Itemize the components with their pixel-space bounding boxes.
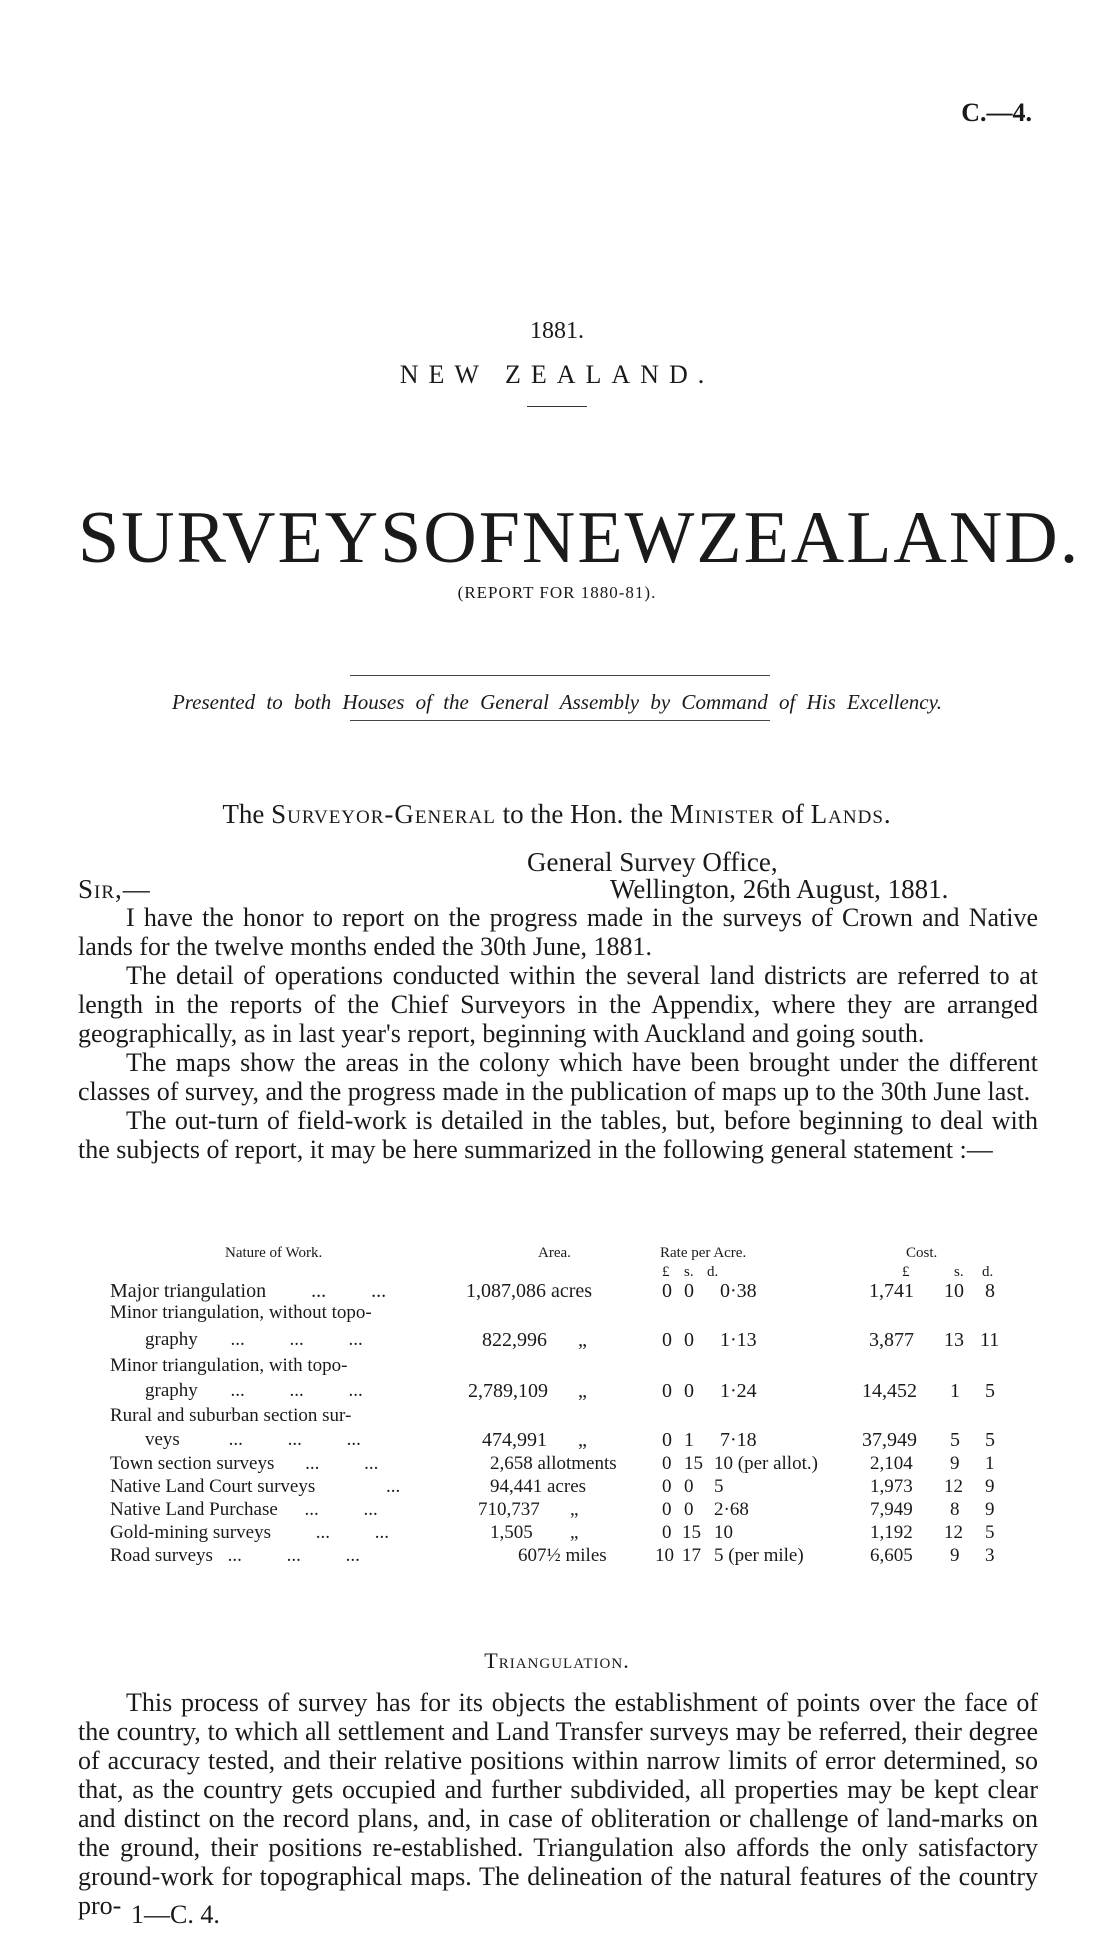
cell-nature: Minor triangulation, without topo-: [110, 1302, 372, 1323]
cell-cost: 12: [944, 1522, 963, 1543]
cell-cost: 10: [944, 1280, 964, 1302]
cell-rate: 0: [662, 1453, 672, 1474]
rate-unit: £: [662, 1264, 670, 1280]
title-word: SURVEYS: [78, 497, 424, 579]
addressee-lands: Lands.: [810, 799, 892, 829]
salutation: Sir,—: [78, 874, 151, 904]
cell-leader: ...: [311, 1280, 327, 1302]
cell-cost: 13: [944, 1329, 964, 1351]
cell-leader: ...: [346, 1429, 361, 1450]
cell-cost: 37,949: [862, 1429, 917, 1451]
cell-rate: 1·13: [720, 1329, 757, 1351]
cell-cost: 3,877: [869, 1329, 914, 1351]
cell-cost: 11: [980, 1329, 1000, 1351]
section-heading-triangulation: Triangulation.: [484, 1648, 630, 1673]
cell-nature: Minor triangulation, with topo-: [110, 1355, 348, 1376]
cell-area: 1,087,086 acres: [466, 1280, 593, 1302]
cell-cost: 14,452: [862, 1380, 917, 1402]
cell-cost: 8: [985, 1280, 995, 1302]
rate-unit: d.: [707, 1264, 719, 1280]
dateline: Wellington, 26th August, 1881.: [610, 874, 949, 904]
cell-rate: 0: [662, 1429, 672, 1451]
cell-rate: 15: [682, 1522, 701, 1543]
cell-leader: ...: [315, 1522, 330, 1543]
title-word: ZEALAND.: [696, 497, 1081, 579]
cell-nature: Major triangulation: [110, 1280, 267, 1302]
paragraph: The out-turn of field-work is detailed in the tables, but, before beginning to deal with the subjects of report, it may be here summarized in the following general statement :—: [78, 1106, 1038, 1164]
cell-leader: ...: [230, 1380, 245, 1401]
addressee-minister: Minister: [669, 799, 775, 829]
cell-cost: 9: [985, 1476, 995, 1497]
cell-leader: ...: [289, 1329, 304, 1350]
letter-body: [78, 903, 1038, 1164]
table-row: [145, 1429, 361, 1451]
cell-cost: 7,949: [870, 1499, 913, 1520]
header-cost: Cost.: [906, 1245, 938, 1261]
cell-rate: 10 (per allot.): [714, 1453, 818, 1474]
cell-rate: 15: [684, 1453, 703, 1474]
cell-rate: 0: [684, 1329, 694, 1351]
cell-rate: 5 (per mile): [714, 1545, 804, 1566]
cell-area: 474,991: [482, 1429, 547, 1451]
cell-rate: 2·68: [714, 1499, 749, 1520]
addressee-of: of: [781, 799, 804, 829]
paragraph: The maps show the areas in the colony which have been brought under the different classes of survey, and the progress made in the publication of maps up to the 30th June last.: [78, 1048, 1038, 1106]
table-row: [110, 1545, 360, 1567]
cell-cost: 5: [950, 1429, 960, 1451]
presentation-line: Presented to both Houses of the General Assembly by Command of His Excellency.: [171, 690, 943, 714]
cell-rate: 0·38: [720, 1280, 757, 1302]
cell-rate: 0: [684, 1380, 694, 1402]
triangulation-body: [78, 1688, 1038, 1920]
cell-cost: 9: [950, 1545, 960, 1566]
cell-cost: 5: [985, 1522, 995, 1543]
cell-leader: ...: [305, 1453, 320, 1474]
footer-signature: 1—C. 4.: [131, 1900, 220, 1929]
cell-nature: Native Land Purchase: [110, 1499, 278, 1520]
cell-cost: 1,973: [870, 1476, 913, 1497]
rate-unit: s.: [684, 1264, 694, 1280]
cell-rate: 0: [684, 1499, 694, 1520]
cell-leader: ...: [227, 1545, 242, 1566]
title-word: NEW: [521, 497, 697, 579]
table-row: [145, 1329, 363, 1351]
cell-leader: ...: [348, 1380, 363, 1401]
cell-nature: graphy: [145, 1329, 198, 1350]
cost-unit: £: [902, 1264, 910, 1280]
table-row: [110, 1280, 386, 1303]
title-word: OF: [423, 497, 522, 579]
cell-area-unit: „: [578, 1429, 587, 1451]
office-line: General Survey Office,: [527, 847, 778, 877]
cell-leader: ...: [286, 1545, 301, 1566]
cell-nature: Gold-mining surveys: [110, 1522, 271, 1543]
cell-leader: ...: [374, 1522, 389, 1543]
paragraph: I have the honor to report on the progress made in the surveys of Crown and Native lands for the twelve months ended the 30th June, 1881.: [78, 903, 1038, 961]
table-row: [110, 1522, 389, 1544]
cell-rate: 0: [684, 1280, 694, 1302]
cell-rate: 0: [662, 1380, 672, 1402]
cell-cost: 9: [950, 1453, 960, 1474]
table-row: [110, 1499, 378, 1521]
addressee-the: The: [222, 799, 265, 829]
header-area: Area.: [538, 1245, 571, 1261]
table-row: [110, 1476, 400, 1498]
cell-cost: 2,104: [870, 1453, 913, 1474]
cell-leader: ...: [304, 1499, 319, 1520]
cell-nature: Town section surveys: [110, 1453, 275, 1474]
cell-area: 2,658 allotments: [490, 1453, 617, 1474]
table-row: [145, 1380, 363, 1402]
divider-upper: [350, 675, 770, 676]
page-reference: C.—4.: [961, 98, 1032, 127]
cell-rate: 0: [662, 1329, 672, 1351]
addressee-to-prefix: to the Hon. the: [502, 799, 664, 829]
divider-short: [527, 406, 587, 407]
cell-cost: 12: [944, 1476, 963, 1497]
cell-cost: 1,192: [870, 1522, 913, 1543]
cost-unit: d.: [982, 1264, 994, 1280]
cell-cost: 5: [985, 1380, 995, 1402]
cell-leader: ...: [228, 1429, 243, 1450]
cell-leader: ...: [363, 1499, 378, 1520]
cell-area: 2,789,109: [468, 1380, 548, 1402]
cell-cost: 6,605: [870, 1545, 913, 1566]
cell-area-unit: „: [570, 1499, 579, 1520]
paragraph: This process of survey has for its objects the establishment of points over the face of the country, to which all settlement and Land Transfer surveys may be referred, their degree of accuracy tested, and their relative positions within narrow limits of error determined, so that, as the country gets occupied and further subdivided, all properties may be kept clear and distinct on the record plans, and, in case of obliteration or challenge of land-marks on the ground, their positions re-established. Triangulation also affords the only satisfactory ground-work for topographical maps. The delineation of the natural features of the country pro-: [78, 1688, 1038, 1920]
letter-addressee: [0, 799, 1114, 830]
cell-leader: ...: [364, 1453, 379, 1474]
cell-nature: Road surveys: [110, 1545, 213, 1566]
cell-leader: ...: [386, 1476, 401, 1497]
cell-area-unit: „: [578, 1329, 587, 1351]
report-subtitle: (REPORT FOR 1880-81).: [457, 583, 657, 602]
cost-unit: s.: [954, 1264, 964, 1280]
cell-rate: 0: [662, 1499, 672, 1520]
cell-leader: ...: [371, 1280, 387, 1302]
table-row: [110, 1453, 378, 1475]
cell-area: 1,505: [490, 1522, 533, 1543]
cell-rate: 7·18: [720, 1429, 757, 1451]
divider-lower: [350, 720, 770, 721]
cell-cost: 5: [985, 1429, 995, 1451]
cell-area: 607½ miles: [518, 1545, 607, 1566]
cell-rate: 0: [684, 1476, 694, 1497]
cell-cost: 9: [985, 1499, 995, 1520]
paragraph: The detail of operations conducted within the several land districts are referred to at length in the reports of the Chief Surveyors in the Appendix, where they are arranged geographically, as in last year's report, beginning with Auckland and going south.: [78, 961, 1038, 1048]
cell-rate: 0: [662, 1476, 672, 1497]
cell-nature: Rural and suburban section sur-: [110, 1405, 352, 1426]
cell-cost: 3: [985, 1545, 995, 1566]
cell-leader: ...: [287, 1429, 302, 1450]
cell-area: 710,737: [478, 1499, 540, 1520]
cell-area: 94,441 acres: [490, 1476, 587, 1497]
report-year: 1881.: [530, 318, 584, 344]
header-rate: Rate per Acre.: [660, 1245, 747, 1261]
country-heading: NEW ZEALAND.: [399, 360, 715, 389]
cell-cost: 1: [985, 1453, 995, 1474]
cell-leader: ...: [348, 1329, 363, 1350]
cell-leader: ...: [230, 1329, 245, 1350]
cell-rate: 1: [684, 1429, 694, 1451]
header-nature: Nature of Work.: [225, 1245, 323, 1261]
document-title: [78, 496, 1081, 581]
cell-cost: 1: [950, 1380, 960, 1402]
cell-leader: ...: [289, 1380, 304, 1401]
cell-area-unit: „: [570, 1522, 579, 1543]
cell-rate: 10: [655, 1545, 674, 1566]
cell-rate: 5: [714, 1476, 724, 1497]
cell-cost: 8: [950, 1499, 960, 1520]
cell-leader: ...: [345, 1545, 360, 1566]
cell-rate: 1·24: [720, 1380, 757, 1402]
cell-nature: Native Land Court surveys: [110, 1476, 316, 1497]
addressee-from: Surveyor-General: [271, 799, 496, 829]
cell-nature: veys: [145, 1429, 180, 1450]
cell-rate: 10: [714, 1522, 733, 1543]
cell-area-unit: „: [578, 1380, 587, 1402]
cell-area: 822,996: [482, 1329, 547, 1351]
cell-nature: graphy: [145, 1380, 198, 1401]
cell-cost: 1,741: [869, 1280, 914, 1302]
cell-rate: 0: [662, 1280, 672, 1302]
cell-rate: 17: [682, 1545, 701, 1566]
cell-rate: 0: [662, 1522, 672, 1543]
